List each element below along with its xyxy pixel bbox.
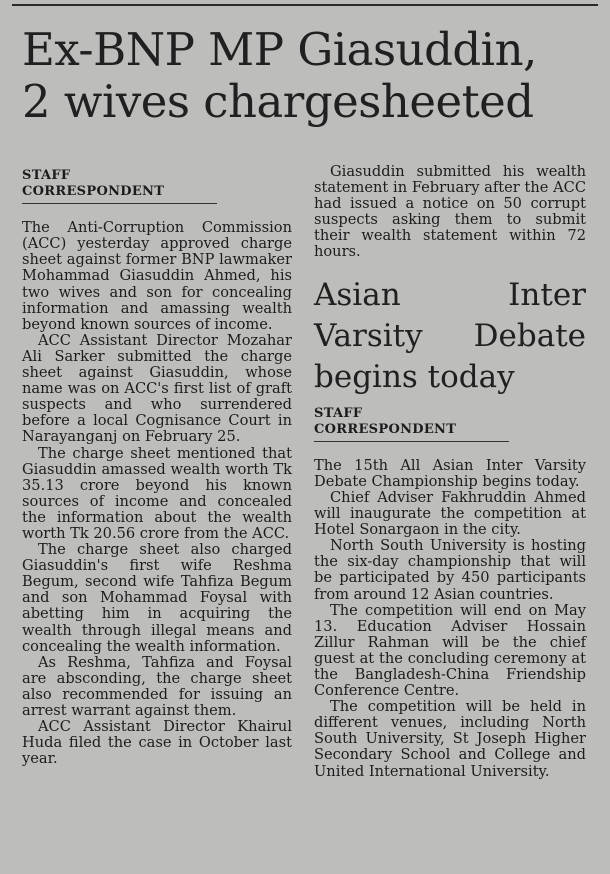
article2-byline: STAFF CORRESPONDENT <box>314 406 509 442</box>
article2-headline: Asian Inter Varsity Debate begins today <box>314 276 586 395</box>
article2-paragraph: The competition will end on May 13. Education Adviser Hossain Zillur Rahman will be the chief guest at the concluding ceremony at the Bangladesh-China Friendship Conference Centre. <box>314 601 586 700</box>
article1-paragraph: The Anti-Corruption Commission (ACC) yesterday approved charge sheet against former BNP lawmaker Mohammad Giasuddin Ahmed, his two wives and son for concealing information and amassing wealth beyond known sources of income. <box>22 219 292 333</box>
article1-byline: STAFF CORRESPONDENT <box>22 168 217 204</box>
article1-headline <box>22 24 602 128</box>
article1-paragraph: Giasuddin submitted his wealth statement in February after the ACC had issued a notice on 50 corrupt suspects asking them to submit their wealth statement within 72 hours. <box>314 163 586 261</box>
article1-paragraph: The charge sheet mentioned that Giasuddin amassed wealth worth Tk 35.13 crore beyond his known sources of income and concealed the information about the wealth worth Tk 20.56 crore from the ACC. <box>22 444 292 542</box>
article2-paragraph: North South University is hosting the six-day championship that will be participated by 450 participants from around 12 Asian countries. <box>314 537 586 603</box>
headline-line2: 2 wives chargesheeted <box>22 75 534 128</box>
column-left <box>22 168 292 767</box>
article1-paragraph: The charge sheet also charged Giasuddin's first wife Reshma Begum, second wife Tahfiza Begum and son Mohammad Foysal with abetting him in acquiring the wealth through illegal means and concealing the wealth information. <box>22 541 292 655</box>
column-right <box>314 164 586 780</box>
article2-paragraph: Chief Adviser Fakhruddin Ahmed will inaugurate the competition at Hotel Sonargaon in the city. <box>314 488 586 539</box>
headline-line1: Ex-BNP MP Giasuddin, <box>22 23 537 76</box>
article1-paragraph: ACC Assistant Director Khairul Huda filed the case in October last year. <box>22 718 292 768</box>
article1-paragraph: As Reshma, Tahfiza and Foysal are absconding, the charge sheet also recommended for issuing an arrest warrant against them. <box>22 653 292 719</box>
top-rule <box>12 4 598 6</box>
article2-paragraph: The competition will be held in different venues, including North South University, St Joseph Higher Secondary School and College and United International University. <box>314 698 586 780</box>
article2-paragraph: The 15th All Asian Inter Varsity Debate Championship begins today. <box>314 456 586 490</box>
article1-paragraph: ACC Assistant Director Mozahar Ali Sarker submitted the charge sheet against Giasuddin, whose name was on ACC's first list of graft suspects and who surrendered before a local Cognisance Court in Narayanganj on February 25. <box>22 331 292 446</box>
